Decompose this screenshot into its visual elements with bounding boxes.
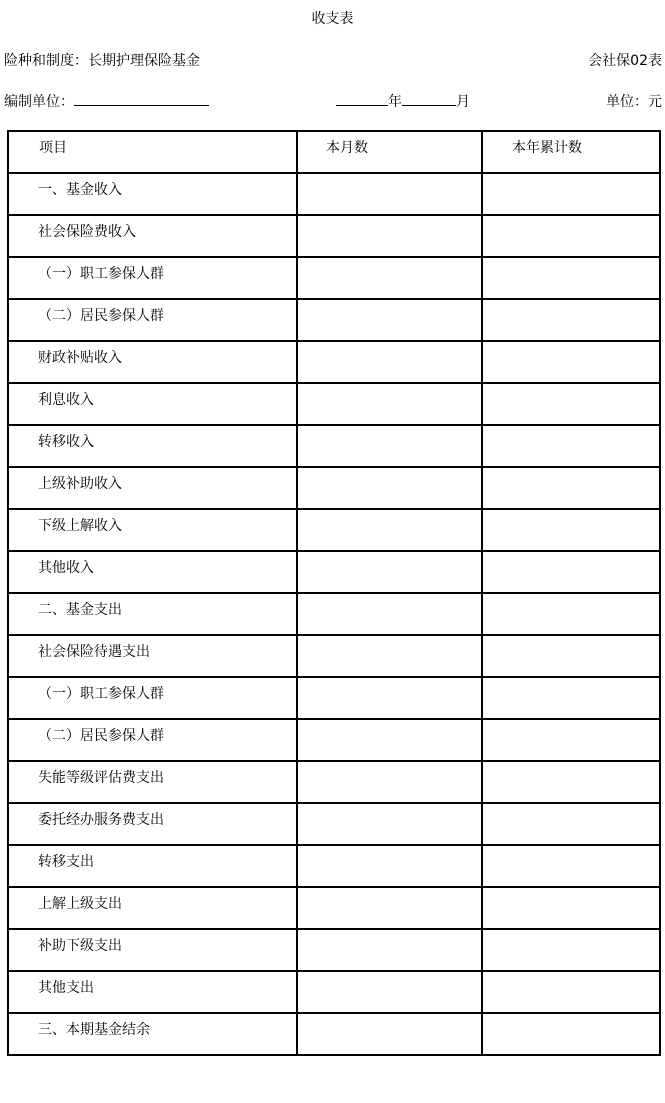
row-item-label: 财政补贴收入 [8, 341, 297, 383]
row-item-label: （二）居民参保人群 [8, 299, 297, 341]
table-row [8, 509, 660, 551]
this-month-cell[interactable] [297, 257, 482, 299]
year-to-date-cell[interactable] [482, 467, 660, 509]
year-to-date-cell[interactable] [482, 1013, 660, 1055]
year-to-date-cell[interactable] [482, 341, 660, 383]
this-month-cell[interactable] [297, 971, 482, 1013]
header-line-unit [4, 91, 662, 111]
year-to-date-cell[interactable] [482, 719, 660, 761]
this-month-cell[interactable] [297, 1013, 482, 1055]
table-row [8, 425, 660, 467]
this-month-cell[interactable] [297, 635, 482, 677]
row-item-label: 转移收入 [8, 425, 297, 467]
column-header-year-to-date: 本年累计数 [482, 131, 660, 173]
form-code: 会社保02表 [588, 53, 662, 69]
currency-unit: 单位：元 [606, 94, 662, 110]
year-to-date-cell[interactable] [482, 299, 660, 341]
table-header-row [8, 131, 660, 173]
table-row [8, 635, 660, 677]
row-item-label: 委托经办服务费支出 [8, 803, 297, 845]
row-item-label: 其他支出 [8, 971, 297, 1013]
year-to-date-cell[interactable] [482, 509, 660, 551]
row-item-label: 其他收入 [8, 551, 297, 593]
row-item-label: 补助下级支出 [8, 929, 297, 971]
document-title: 收支表 [311, 11, 354, 27]
table-row [8, 257, 660, 299]
row-item-label: 三、本期基金结余 [8, 1013, 297, 1055]
year-to-date-cell[interactable] [482, 425, 660, 467]
row-item-label: 上级补助收入 [8, 467, 297, 509]
row-item-label: 社会保险待遇支出 [8, 635, 297, 677]
period [336, 91, 470, 111]
this-month-cell[interactable] [297, 467, 482, 509]
this-month-cell[interactable] [297, 215, 482, 257]
table-row [8, 677, 660, 719]
this-month-cell[interactable] [297, 509, 482, 551]
row-item-label: 社会保险费收入 [8, 215, 297, 257]
year-to-date-cell[interactable] [482, 257, 660, 299]
year-label: 年 [388, 94, 402, 110]
this-month-cell[interactable] [297, 173, 482, 215]
year-to-date-cell[interactable] [482, 173, 660, 215]
compiling-unit-blank[interactable] [74, 91, 209, 106]
row-item-label: （一）职工参保人群 [8, 677, 297, 719]
table-row [8, 467, 660, 509]
year-to-date-cell[interactable] [482, 383, 660, 425]
this-month-cell[interactable] [297, 761, 482, 803]
this-month-cell[interactable] [297, 341, 482, 383]
table-row [8, 215, 660, 257]
row-item-label: 上解上级支出 [8, 887, 297, 929]
table-row [8, 845, 660, 887]
year-to-date-cell[interactable] [482, 929, 660, 971]
insurance-type-label: 险种和制度：长期护理保险基金 [4, 53, 200, 69]
year-to-date-cell[interactable] [482, 215, 660, 257]
year-to-date-cell[interactable] [482, 971, 660, 1013]
this-month-cell[interactable] [297, 593, 482, 635]
row-item-label: 二、基金支出 [8, 593, 297, 635]
this-month-cell[interactable] [297, 551, 482, 593]
year-to-date-cell[interactable] [482, 887, 660, 929]
this-month-cell[interactable] [297, 677, 482, 719]
this-month-cell[interactable] [297, 425, 482, 467]
table-row [8, 971, 660, 1013]
table-row [8, 1013, 660, 1055]
table-row [8, 593, 660, 635]
table-row [8, 299, 660, 341]
year-to-date-cell[interactable] [482, 803, 660, 845]
year-to-date-cell[interactable] [482, 635, 660, 677]
this-month-cell[interactable] [297, 929, 482, 971]
column-header-this-month: 本月数 [297, 131, 482, 173]
header-line-insurance [4, 50, 662, 70]
this-month-cell[interactable] [297, 383, 482, 425]
table-row [8, 383, 660, 425]
row-item-label: 下级上解收入 [8, 509, 297, 551]
table-row [8, 803, 660, 845]
year-to-date-cell[interactable] [482, 761, 660, 803]
table-row [8, 173, 660, 215]
compiling-unit-label: 编制单位： [4, 94, 74, 110]
table-row [8, 551, 660, 593]
year-to-date-cell[interactable] [482, 845, 660, 887]
this-month-cell[interactable] [297, 299, 482, 341]
row-item-label: 失能等级评估费支出 [8, 761, 297, 803]
income-expense-table [7, 130, 661, 1056]
month-blank[interactable] [402, 91, 456, 106]
table-row [8, 929, 660, 971]
table-row [8, 761, 660, 803]
row-item-label: 利息收入 [8, 383, 297, 425]
this-month-cell[interactable] [297, 803, 482, 845]
column-header-item: 项目 [8, 131, 297, 173]
month-label: 月 [456, 94, 470, 110]
compiling-unit [4, 91, 209, 111]
table-row [8, 719, 660, 761]
year-to-date-cell[interactable] [482, 593, 660, 635]
row-item-label: （一）职工参保人群 [8, 257, 297, 299]
table-row [8, 341, 660, 383]
table-row [8, 887, 660, 929]
row-item-label: （二）居民参保人群 [8, 719, 297, 761]
this-month-cell[interactable] [297, 845, 482, 887]
this-month-cell[interactable] [297, 887, 482, 929]
year-blank[interactable] [336, 91, 388, 106]
year-to-date-cell[interactable] [482, 551, 660, 593]
row-item-label: 一、基金收入 [8, 173, 297, 215]
row-item-label: 转移支出 [8, 845, 297, 887]
this-month-cell[interactable] [297, 719, 482, 761]
year-to-date-cell[interactable] [482, 677, 660, 719]
